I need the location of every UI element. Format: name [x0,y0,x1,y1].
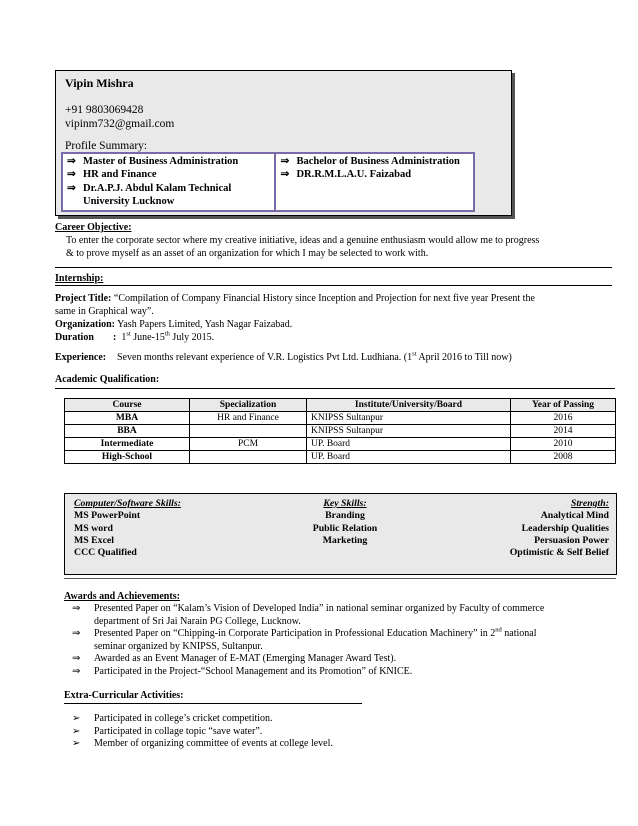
strength-column: Strength: Analytical Mind Leadership Qualities Persuasion Power Optimistic & Self Belief [509,498,609,559]
awards-list [72,603,622,678]
academic-table [64,398,616,464]
phone-number: +91 9803069428 [65,104,144,116]
arrow-right-icon: ⇒ [67,156,76,167]
table-row: High-School UP. Board 2008 [65,451,616,464]
list-item: ➢ Participated in college’s cricket competition. [72,713,273,724]
degree-column-right [276,154,473,210]
awards-title: Awards and Achievements: [64,591,180,602]
list-item: ⇒ Participated in the Project-“School Management and its Promotion” of KNICE. [72,665,413,677]
list-item: ⇒ Presented Paper on “Kalam’s Vision of Developed India” in national seminar organized by Faculty of commerce department of Sri Jai Narain PG College, Lucknow. [72,603,545,627]
table-row: BBA KNIPSS Sultanpur 2014 [65,425,616,438]
skills-box [64,493,617,575]
list-item: ⇒ Awarded as an Event Manager of E-MAT (Emerging Manager Award Test). [72,653,397,664]
organization: Organization: Yash Papers Limited, Yash Nagar Faizabad. [55,319,293,330]
internship-title: Internship: [55,273,104,284]
email-address: vipinm732@gmail.com [65,118,175,130]
divider [55,267,612,268]
arrow-right-icon: ⇒ [72,665,81,677]
degree-item: ⇒ Master of Business Administration [67,156,239,167]
divider [55,388,615,389]
extra-curricular-title: Extra-Curricular Activities: [64,690,184,701]
arrow-right-icon: ⇒ [280,169,290,181]
arrow-right-icon: ⇒ [67,182,76,194]
arrow-right-icon: ⇒ [72,653,81,664]
candidate-name: Vipin Mishra [65,76,134,90]
degree-item: ⇒ HR and Finance [67,169,157,181]
arrowhead-bullet-icon: ➢ [72,725,81,737]
divider [55,285,612,286]
degree-item: ⇒ Dr.A.P.J. Abdul Kalam Technical University Lucknow [67,182,232,208]
header-box [55,70,512,216]
table-row: Intermediate PCM UP. Board 2010 [65,438,616,451]
degree-item: ⇒ DR.R.M.L.A.U. Faizabad [280,169,412,181]
career-objective-title: Career Objective: [55,222,132,233]
list-item: ➢ Member of organizing committee of events at college level. [72,738,333,749]
degree-item: ⇒ Bachelor of Business Administration [280,156,460,167]
experience: Experience: Seven months relevant experience of V.R. Logistics Pvt Ltd. Ludhiana. (1st April 2016 to Till now) [55,350,512,363]
profile-summary-label: Profile Summary: [65,140,148,152]
degree-column-left [63,154,276,210]
arrowhead-bullet-icon: ➢ [72,713,81,724]
divider [64,578,616,579]
arrow-right-icon: ⇒ [67,169,76,181]
academic-qualification-title: Academic Qualification: [55,374,160,385]
key-skills-column: Key Skills: Branding Public Relation Marketing [312,498,378,546]
divider [64,703,362,704]
arrow-right-icon: ⇒ [72,603,81,614]
list-item: ⇒ Presented Paper on “Chipping-in Corporate Participation in Professional Education Machinery” in 2nd national seminar organized by KNIPSS, Sultanpur. [72,626,537,652]
table-header-row: Course Specialization Institute/University/Board Year of Passing [65,399,616,412]
list-item: ➢ Participated in collage topic “save water”. [72,725,263,737]
arrow-right-icon: ⇒ [72,628,81,639]
career-objective-text: To enter the corporate sector where my creative initiative, ideas and a genuine enthusiasm would allow me to progress & to prove myself as an asset of an organization for which I may be selected to work with. [66,235,540,259]
arrowhead-bullet-icon: ➢ [72,738,81,749]
table-row: MBA HR and Finance KNIPSS Sultanpur 2016 [65,412,616,425]
project-title: Project Title: “Compilation of Company Financial History since Inception and Projection for next five year Present the same in Graphical way”. [55,293,535,317]
arrow-right-icon: ⇒ [280,156,290,167]
extra-curricular-list [72,713,612,751]
degree-grid [61,152,475,212]
computer-skills-column: Computer/Software Skills: MS PowerPoint MS word MS Excel CCC Qualified [74,498,181,559]
duration: Duration : 1st June-15th July 2015. [55,330,215,343]
